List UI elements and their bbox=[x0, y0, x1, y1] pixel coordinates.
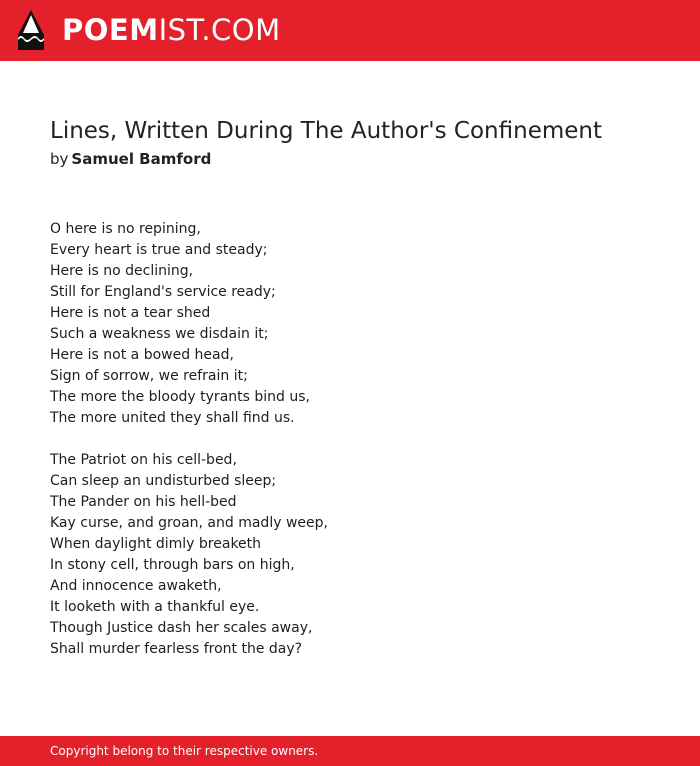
poem-line: Every heart is true and steady; bbox=[50, 242, 268, 258]
poem-line: Can sleep an undisturbed sleep; bbox=[50, 473, 277, 489]
pen-nib-icon[interactable] bbox=[17, 9, 45, 51]
stanza bbox=[50, 219, 670, 429]
poem-line: Shall murder fearless front the day? bbox=[50, 641, 303, 657]
poem-line: Here is not a tear shed bbox=[50, 305, 211, 321]
poem-line: The more united they shall find us. bbox=[50, 410, 295, 426]
poem-line: Such a weakness we disdain it; bbox=[50, 326, 269, 342]
poem-line: The Pander on his hell-bed bbox=[50, 494, 237, 510]
poem-line: Here is no declining, bbox=[50, 263, 194, 279]
site-logo[interactable] bbox=[62, 11, 281, 49]
poem-line: The more the bloody tyrants bind us, bbox=[50, 389, 310, 405]
author-name: Samuel Bamford bbox=[71, 150, 212, 168]
poem-line: Here is not a bowed head, bbox=[50, 347, 234, 363]
stanza bbox=[50, 450, 670, 660]
site-header bbox=[0, 0, 700, 61]
poem-line: Though Justice dash her scales away, bbox=[50, 620, 313, 636]
poem-line: The Patriot on his cell-bed, bbox=[50, 452, 237, 468]
poem-line: It looketh with a thankful eye. bbox=[50, 599, 260, 615]
logo-text-light: IST.COM bbox=[158, 13, 281, 47]
poem-line: Still for England's service ready; bbox=[50, 284, 276, 300]
poem-line: Sign of sorrow, we refrain it; bbox=[50, 368, 248, 384]
byline-label: by bbox=[50, 150, 69, 168]
poem-line: In stony cell, through bars on high, bbox=[50, 557, 295, 573]
poem-title: Lines, Written During The Author's Confinement bbox=[50, 118, 602, 144]
poem-line: Kay curse, and groan, and madly weep, bbox=[50, 515, 328, 531]
byline bbox=[50, 149, 211, 169]
copyright-notice: Copyright belong to their respective owners. bbox=[50, 744, 319, 758]
poem-line: And innocence awaketh, bbox=[50, 578, 222, 594]
site-footer bbox=[0, 736, 700, 766]
logo-text-bold: POEM bbox=[62, 13, 159, 47]
poem-line: When daylight dimly breaketh bbox=[50, 536, 262, 552]
poem-body bbox=[50, 219, 670, 681]
poem-line: O here is no repining, bbox=[50, 221, 201, 237]
